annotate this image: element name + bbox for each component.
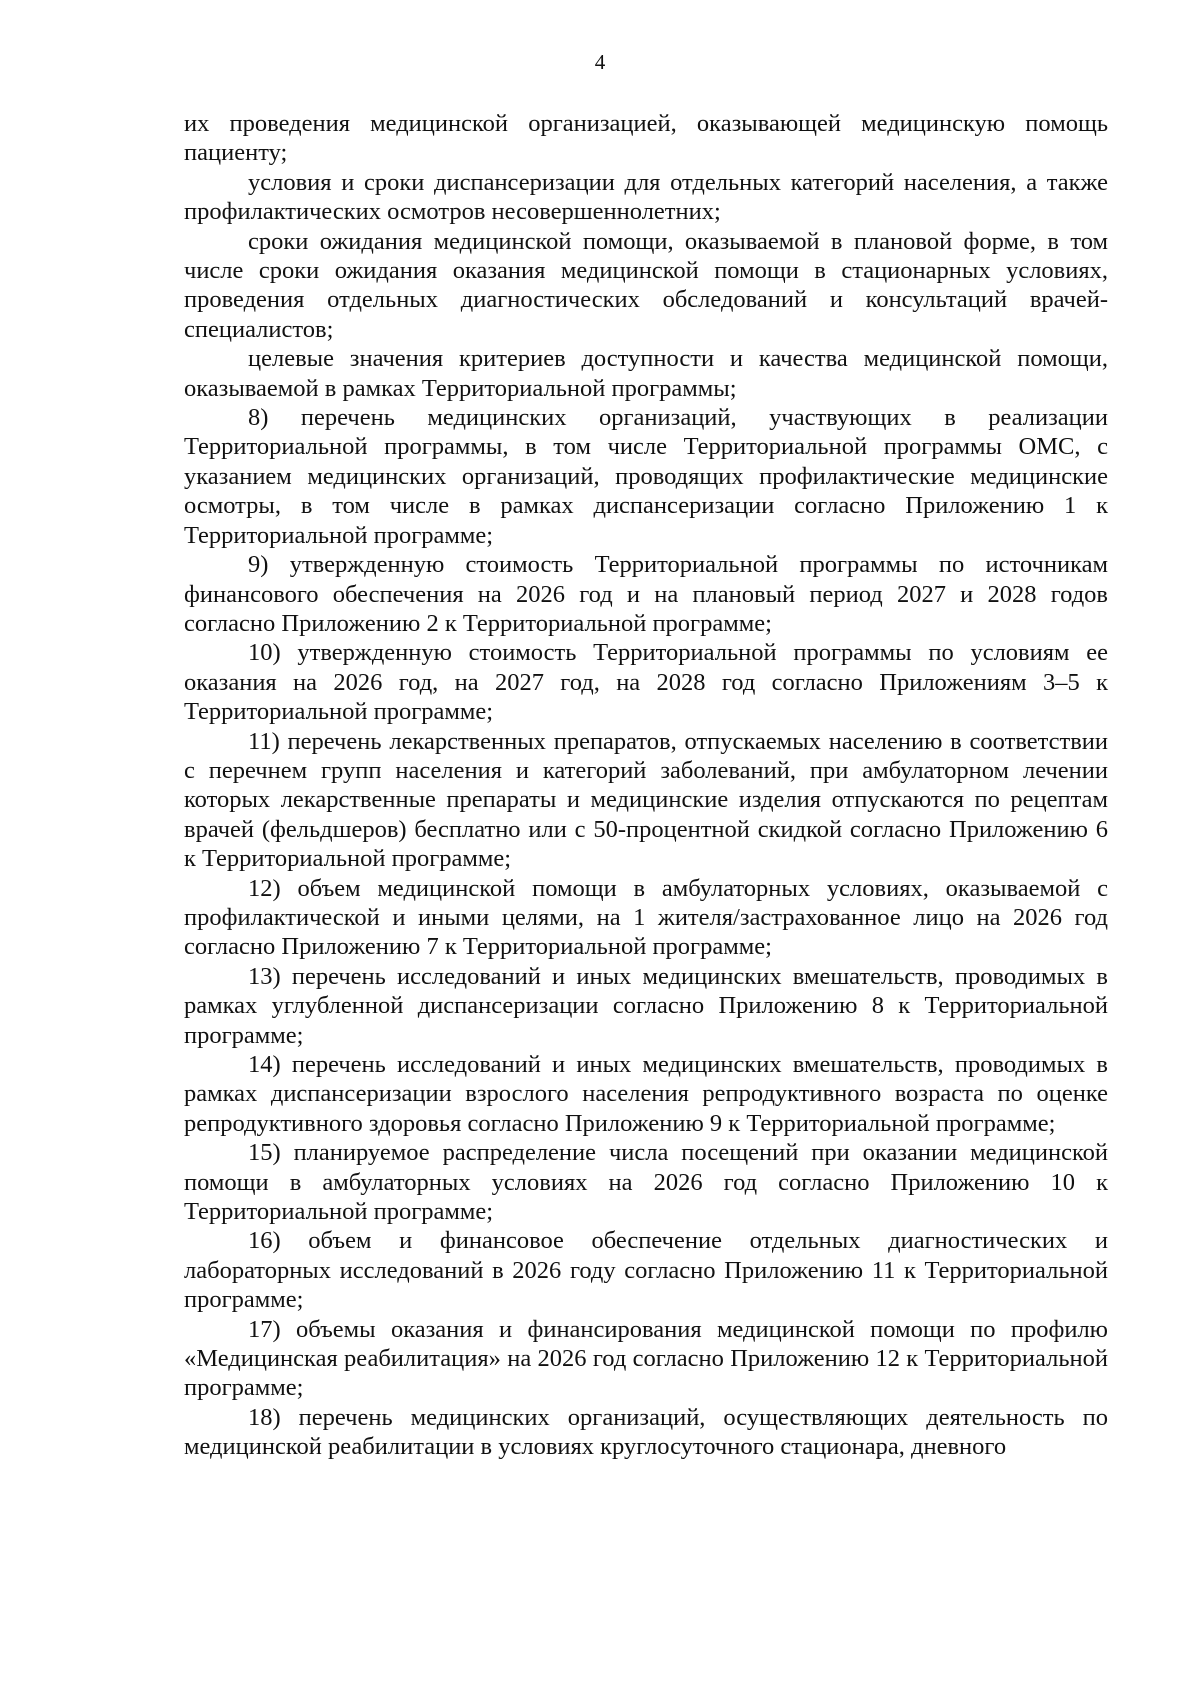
list-item-11: 11) перечень лекарственных препаратов, отпускаемых населению в соответствии с перечнем групп населения и категорий заболеваний, при амбулаторном лечении которых лекарственные препараты и медицинские изделия отпускаются по рецептам врачей (фельдшеров) бесплатно или с 50-процентной скидкой согласно Приложению 6 к Территориальной программе; xyxy=(184,727,1108,873)
paragraph-dispensary-conditions: условия и сроки диспансеризации для отдельных категорий населения, а также профилактических осмотров несовершеннолетних; xyxy=(184,168,1108,226)
list-item-18: 18) перечень медицинских организаций, осуществляющих деятельность по медицинской реабилитации в условиях круглосуточного стационара, дневного xyxy=(184,1403,1108,1461)
paragraph-continuation: их проведения медицинской организацией, оказывающей медицинскую помощь пациенту; xyxy=(184,110,1108,167)
list-item-9: 9) утвержденную стоимость Территориальной программы по источникам финансового обеспечения на 2026 год и на плановый период 2027 и 2028 годов согласно Приложению 2 к Территориальной программе; xyxy=(184,551,1108,637)
list-item-8: 8) перечень медицинских организаций, участвующих в реализации Территориальной программы, в том числе Территориальной программы ОМС, с указанием медицинских организаций, проводящих профилактические медицинские осмотры, в том числе в рамках диспансеризации согласно Приложению 1 к Территориальной программе; xyxy=(184,404,1108,549)
paragraph-target-values: целевые значения критериев доступности и качества медицинской помощи, оказываемой в рамках Территориальной программы; xyxy=(184,345,1108,402)
list-item-15: 15) планируемое распределение числа посещений при оказании медицинской помощи в амбулаторных условиях на 2026 год согласно Приложению 10 к Территориальной программе; xyxy=(184,1139,1108,1226)
paragraph-waiting-times: сроки ожидания медицинской помощи, оказываемой в плановой форме, в том числе сроки ожидания оказания медицинской помощи в стационарных условиях, проведения отдельных диагностических обследований и консультаций врачей-специалистов; xyxy=(184,227,1108,343)
list-item-14: 14) перечень исследований и иных медицинских вмешательств, проводимых в рамках диспансеризации взрослого населения репродуктивного возраста по оценке репродуктивного здоровья согласно Приложению 9 к Территориальной программе; xyxy=(184,1051,1108,1137)
list-item-17: 17) объемы оказания и финансирования медицинской помощи по профилю «Медицинская реабилитация» на 2026 год согласно Приложению 12 к Территориальной программе; xyxy=(184,1315,1108,1402)
list-item-16: 16) объем и финансовое обеспечение отдельных диагностических и лабораторных исследований в 2026 году согласно Приложению 11 к Территориальной программе; xyxy=(184,1227,1108,1314)
document-body xyxy=(184,109,1108,1462)
list-item-12: 12) объем медицинской помощи в амбулаторных условиях, оказываемой с профилактической и иными целями, на 1 жителя/застрахованное лицо на 2026 год согласно Приложению 7 к Территориальной программе; xyxy=(184,874,1108,961)
list-item-10: 10) утвержденную стоимость Территориальной программы по условиям ее оказания на 2026 год, на 2027 год, на 2028 год согласно Приложениям 3–5 к Территориальной программе; xyxy=(184,639,1108,726)
list-item-13: 13) перечень исследований и иных медицинских вмешательств, проводимых в рамках углубленной диспансеризации согласно Приложению 8 к Территориальной программе; xyxy=(184,962,1108,1049)
page-number: 4 xyxy=(594,50,606,74)
